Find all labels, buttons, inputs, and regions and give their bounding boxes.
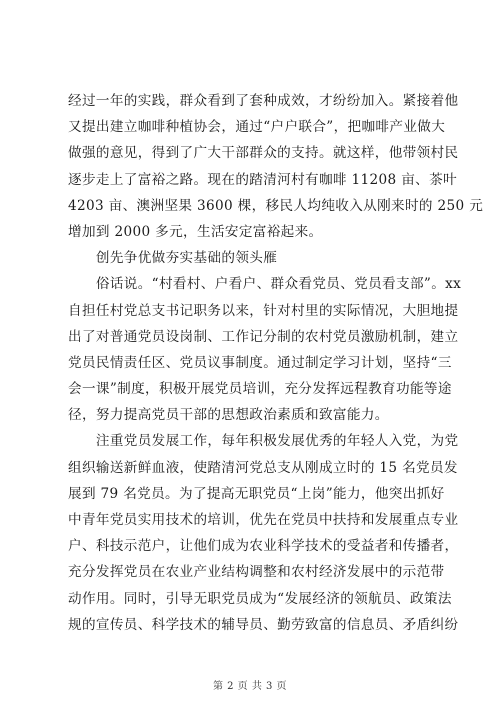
text-line: 中青年党员实用技术的培训，优先在党员中扶持和发展重点专业 <box>68 512 459 528</box>
page-number-footer: 第 2 页 共 3 页 <box>212 681 288 692</box>
text-line: 充分发挥党员在农业产业结构调整和农村经济发展中的示范带 <box>68 564 445 581</box>
text-line: 又提出建立咖啡种植协会，通过“户户联合”，把咖啡产业做大 <box>68 119 446 136</box>
text-line: 展到 79 名党员。为了提高无职党员“上岗”能力，他突出抓好 <box>68 485 445 502</box>
text-line: 户、科技示范户，让他们成为农业科学技术的受益者和传播者， <box>68 538 459 555</box>
body-text <box>68 88 484 638</box>
text-line: 动作用。同时，引导无职党员成为“发展经济的领航员、政策法 <box>68 590 452 607</box>
text-line: 增加到 2000 多元，生活安定富裕起来。 <box>68 223 323 240</box>
section-heading: 创先争优做夯实基础的领头雁 <box>68 250 278 267</box>
text-line: 规的宣传员、科学技术的辅导员、勤劳致富的信息员、矛盾纠纷 <box>68 616 459 633</box>
text-line: 自担任村党总支书记职务以来，针对村里的实际情况，大胆地提 <box>68 302 459 319</box>
text-line: 出了对普通党员设岗制、工作记分制的农村党员激励机制，建立 <box>68 328 459 345</box>
text-line: 党员民情责任区、党员议事制度。通过制定学习计划，坚持“三 <box>68 354 452 371</box>
text-line: 径，努力提高党员干部的思想政治素质和致富能力。 <box>68 407 389 424</box>
text-line: 逐步走上了富裕之路。现在的踏清河村有咖啡 11208 亩、茶叶 <box>68 171 457 188</box>
text-line: 4203 亩、澳洲坚果 3600 棵，移民人均纯收入从刚来时的 250 元 <box>68 197 484 214</box>
text-line: 组织输送新鲜血液，使踏清河党总支从刚成立时的 15 名党员发 <box>68 459 458 476</box>
text-line: 俗话说。“村看村、户看户、群众看党员、党员看支部”。xx <box>68 276 462 293</box>
text-line: 经过一年的实践，群众看到了套种成效，才纷纷加入。紧接着他 <box>68 93 459 109</box>
text-line: 做强的意见，得到了广大干部群众的支持。就这样，他带领村民 <box>68 145 459 162</box>
text-line: 会一课”制度，积极开展党员培训，充分发挥远程教育功能等途 <box>68 381 452 398</box>
text-line: 注重党员发展工作，每年积极发展优秀的年轻人入党，为党 <box>68 433 459 450</box>
